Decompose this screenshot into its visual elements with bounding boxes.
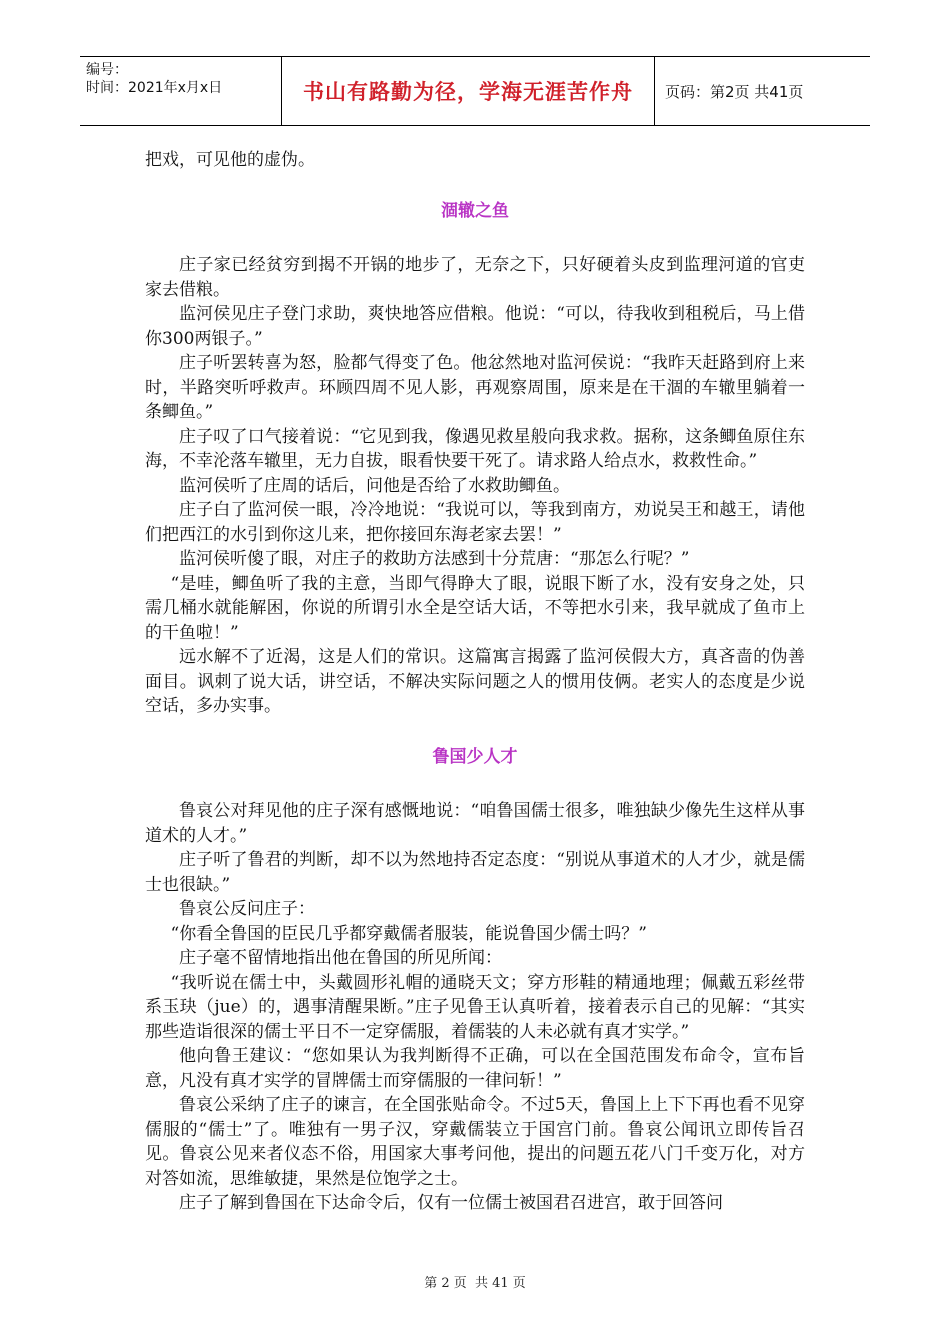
paragraph: 庄子听罢转喜为怒，脸都气得变了色。他忿然地对监河侯说：“我昨天赶路到府上来时，半路突听呼救声。环顾四周不见人影，再观察周围，原来是在干涸的车辙里躺着一条鲫鱼。”: [145, 353, 805, 422]
header-page-info: 页码：第2页 共41页: [665, 82, 804, 101]
paragraph: “是哇，鲫鱼听了我的主意，当即气得睁大了眼，说眼下断了水，没有安身之处，只需几桶水就能解困，你说的所谓引水全是空话大话，不等把水引来，我早就成了鱼市上的干鱼啦！”: [145, 573, 805, 643]
paragraph: 庄子白了监河侯一眼，冷冷地说：“我说可以，等我到南方，劝说吴王和越王，请他们把西江的水引到你这儿来，把你接回东海老家去罢！”: [145, 500, 805, 545]
paragraph: 庄子家已经贫穷到揭不开锅的地步了，无奈之下，只好硬着头皮到监理河道的官吏家去借粮。: [145, 255, 805, 300]
paragraph: 鲁哀公采纳了庄子的谏言，在全国张贴命令。不过5天，鲁国上上下下再也看不见穿儒服的“儒士”了。唯独有一男子汉，穿戴儒装立于国宫门前。鲁哀公闻讯立即传旨召见。鲁哀公见来者仪态不俗，用国家大事考问他，提出的问题五花八门千变万化，对方对答如流，思维敏捷，果然是位饱学之士。: [145, 1095, 805, 1189]
paragraph: 监河侯听了庄周的话后，问他是否给了水救助鲫鱼。: [179, 475, 570, 496]
time-label: 时间：2021年x月x日: [86, 80, 223, 96]
footer-page-number: 第 2 页 共 41 页: [424, 1276, 526, 1291]
page-footer: [0, 1272, 950, 1291]
paragraph: 庄子听了鲁君的判断，却不以为然地持否定态度：“别说从事道术的人才少，就是儒士也很缺。”: [145, 850, 805, 895]
paragraph: 监河侯见庄子登门求助，爽快地答应借粮。他说：“可以，待我收到租税后，马上借你300两银子。”: [145, 304, 805, 349]
section-title-story1: 涸辙之鱼: [441, 200, 509, 221]
paragraph: 远水解不了近渴，这是人们的常识。这篇寓言揭露了监河侯假大方，真吝啬的伪善面目。讽刺了说大话，讲空话，不解决实际问题之人的惯用伎俩。老实人的态度是少说空话，多办实事。: [145, 647, 805, 716]
paragraph: 庄子了解到鲁国在下达命令后，仅有一位儒士被国君召进宫，敢于回答问: [179, 1193, 723, 1213]
page-header: [80, 56, 870, 126]
intro-paragraph: 把戏，可见他的虚伪。: [145, 150, 315, 170]
paragraph: 他向鲁王建议：“您如果认为我判断得不正确，可以在全国范围发布命令，宣布旨意，凡没有真才实学的冒牌儒士而穿儒服的一律问斩！”: [145, 1046, 805, 1091]
paragraph: 庄子毫不留情地指出他在鲁国的所见所闻：: [179, 948, 502, 968]
paragraph: 监河侯听傻了眼，对庄子的救助方法感到十分荒唐：“那怎么行呢？”: [179, 549, 690, 569]
header-meta: [80, 57, 282, 125]
section-title-story2: 鲁国少人才: [432, 746, 518, 767]
paragraph: “我听说在儒士中，头戴圆形礼帽的通晓天文；穿方形鞋的精通地理；佩戴五彩丝带系玉玦（jue）的，遇事清醒果断。”庄子见鲁王认真听着，接着表示自己的见解：“其实那些造诣很深的儒士平日不一定穿儒服，着儒装的人未必就有真才实学。”: [145, 972, 805, 1042]
paragraph: 鲁哀公反问庄子：: [179, 899, 315, 919]
document-body: [145, 148, 805, 1216]
paragraph: “你看全鲁国的臣民几乎都穿戴儒者服装，能说鲁国少儒士吗？”: [170, 923, 647, 944]
doc-number-label: 编号：: [86, 62, 128, 78]
paragraph: 庄子叹了口气接着说：“它见到我，像遇见救星般向我求救。据称，这条鲫鱼原住东海，不幸沦落车辙里，无力自拔，眼看快要干死了。请求路人给点水，救救性命。”: [145, 426, 805, 471]
header-motto: 书山有路勤为径，学海无涯苦作舟: [282, 57, 655, 125]
paragraph: 鲁哀公对拜见他的庄子深有感慨地说：“咱鲁国儒士很多，唯独缺少像先生这样从事道术的人才。”: [145, 801, 805, 846]
